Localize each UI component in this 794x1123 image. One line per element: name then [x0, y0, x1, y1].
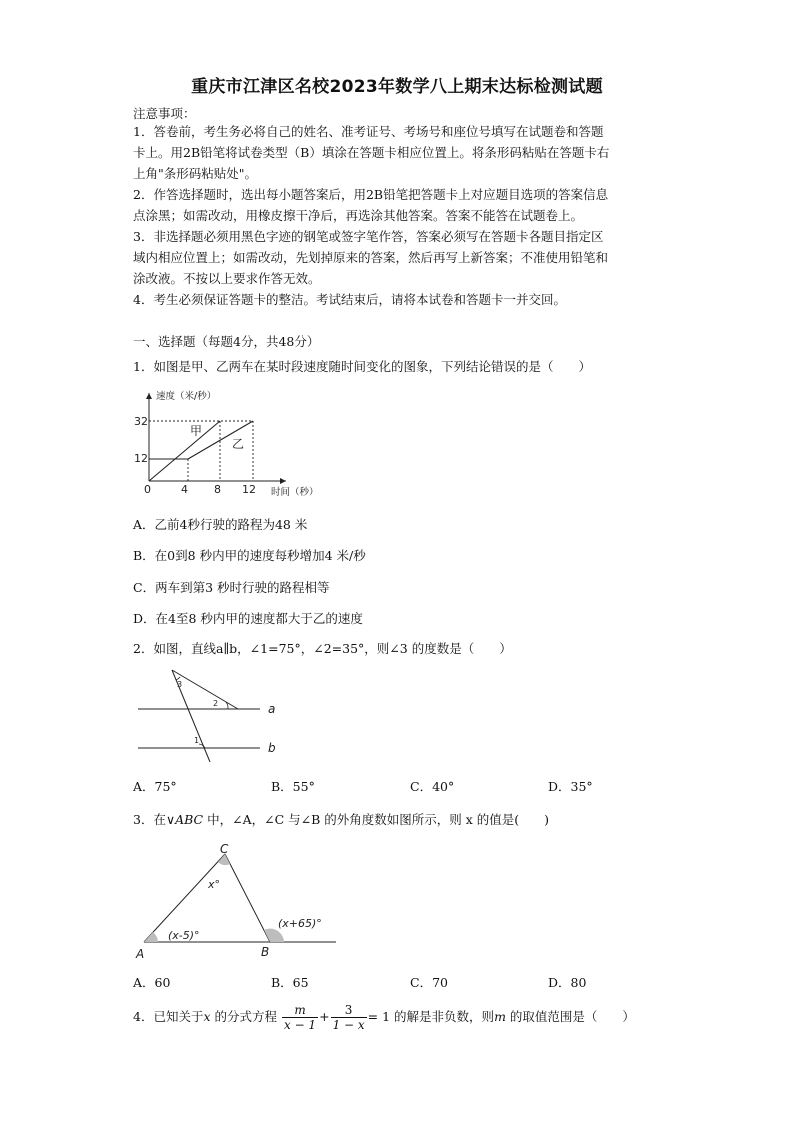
q3-option-c[interactable]: C．70: [410, 975, 448, 990]
q1-option-c[interactable]: C．两车到第3 秒时行驶的路程相等: [133, 580, 330, 595]
q3-triangle-figure: [130, 838, 350, 966]
q3-stem: 3．在∨ABC 中，∠A，∠C 与∠B 的外角度数如图所示，则 x 的值是( ): [133, 812, 549, 827]
label-yi: 乙: [232, 437, 245, 451]
angle-c-label: x°: [208, 878, 221, 891]
section-heading: 一、选择题（每题4分，共48分）: [133, 334, 320, 349]
line-b-label: b: [268, 741, 276, 755]
q2-option-b[interactable]: B．55°: [271, 779, 315, 794]
y-axis-label: 速度（米/秒）: [156, 391, 217, 402]
vertex-b: B: [261, 945, 270, 959]
q2-option-d[interactable]: D．35°: [548, 779, 593, 794]
angle-a-label: (x-5)°: [168, 929, 200, 942]
label-jia: 甲: [190, 424, 203, 438]
q2-parallel-lines-figure: [130, 664, 290, 766]
q3-option-d[interactable]: D．80: [548, 975, 587, 990]
note-1: 1．答卷前，考生务必将自己的姓名、准考证号、考场号和座位号填写在试题卷和答题 卡上。用2B铅笔将试卷类型（B）填涂在答题卡相应位置上。将条形码粘贴在答题卡右 上角"条形码粘贴处"。: [133, 124, 610, 181]
angle-b-marker: [264, 929, 284, 942]
line-jia: [149, 421, 220, 481]
x-tick-0: 0: [144, 483, 151, 496]
q2-option-c[interactable]: C．40°: [410, 779, 455, 794]
angle-2-label: 2: [213, 699, 219, 708]
vertex-a: A: [136, 947, 145, 961]
x-tick-12: 12: [242, 483, 256, 496]
x-tick-8: 8: [214, 483, 221, 496]
q1-option-b[interactable]: B．在0到8 秒内甲的速度每秒增加4 米/秒: [133, 548, 366, 563]
q1-option-a[interactable]: A．乙前4秒行驶的路程为48 米: [133, 517, 308, 532]
page-title: 重庆市江津区名校2023年数学八上期末达标检测试题: [191, 77, 603, 97]
angle-a-marker: [144, 932, 158, 942]
fraction-m-over-x-minus-1: $\frac{m}{x - 1}$: [283, 1003, 317, 1032]
q1-speed-time-graph: [128, 383, 348, 501]
q3-option-b[interactable]: B．65: [271, 975, 309, 990]
x-axis-label: 时间（秒）: [271, 487, 319, 498]
notes-heading: 注意事项：: [133, 106, 196, 121]
y-tick-32: 32: [134, 415, 148, 428]
note-4: 4．考生必须保证答题卡的整洁。考试结束后，请将本试卷和答题卡一并交回。: [133, 292, 566, 307]
q3-option-a[interactable]: A．60: [133, 975, 171, 990]
fraction-3-over-1-minus-x: $\frac{3}{1 - x}$: [332, 1003, 365, 1032]
x-tick-4: 4: [181, 483, 188, 496]
triangle-symbol: ∨ABC: [165, 812, 204, 827]
q2-option-a[interactable]: A．75°: [133, 779, 177, 794]
vertex-c: C: [220, 842, 229, 856]
line-a-label: a: [268, 702, 276, 716]
y-tick-12: 12: [134, 452, 148, 465]
note-2: 2．作答选择题时，选出每小题答案后，用2B铅笔把答题卡上对应题目选项的答案信息 点涂黑；如需改动，用橡皮擦干净后，再选涂其他答案。答案不能答在试题卷上。: [133, 187, 609, 223]
line-upper: [172, 670, 238, 709]
q1-option-d[interactable]: D．在4至8 秒内甲的速度都大于乙的速度: [133, 611, 363, 626]
angle-b-exterior-label: (x+65)°: [278, 917, 322, 930]
angle-3-label: 3: [177, 680, 183, 689]
angle-1-label: 1: [194, 736, 200, 745]
q1-stem: 1．如图是甲、乙两车在某时段速度随时间变化的图象，下列结论错误的是（ ）: [133, 359, 591, 374]
side-cb: [225, 854, 270, 942]
q2-stem: 2．如图，直线a∥b，∠1=75°，∠2=35°，则∠3 的度数是（ ）: [133, 641, 512, 656]
note-3: 3．非选择题必须用黑色字迹的钢笔或签字笔作答，答案必须写在答题卡各题目指定区 域内相应位置上；如需改动，先划掉原来的答案，然后再写上新答案；不准使用铅笔和 涂改液。不按以上要求作答无效。: [133, 229, 609, 286]
q4-stem: 4．已知关于x 的分式方程 $\frac{m}{x - 1}$ + $\frac{3}{1 - x}$ = 1 的解是非负数，则m 的取值范围是（ ）: [133, 1003, 635, 1032]
